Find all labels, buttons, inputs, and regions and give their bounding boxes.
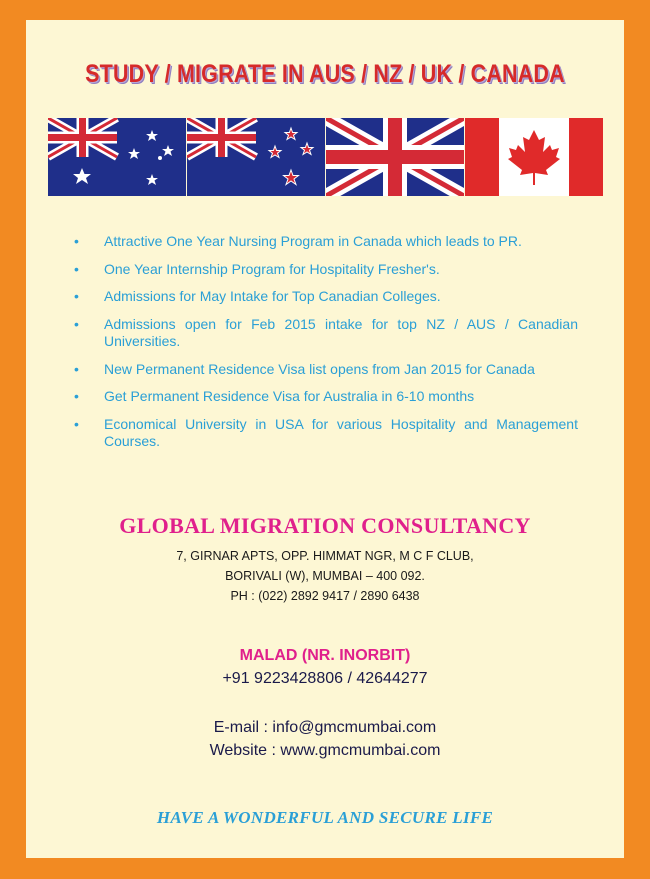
flags-row bbox=[48, 118, 602, 196]
bullet-marker: • bbox=[74, 388, 79, 404]
bullet-marker: • bbox=[74, 233, 79, 249]
branch-phone: +91 9223428806 / 42644277 bbox=[222, 670, 428, 687]
list-item bbox=[74, 288, 578, 306]
canada-flag-icon bbox=[465, 118, 603, 196]
list-item bbox=[74, 361, 578, 379]
bullet-text: Attractive One Year Nursing Program in Canada which leads to PR. bbox=[104, 233, 522, 249]
bullet-text: Get Permanent Residence Visa for Australia in 6-10 months bbox=[104, 388, 475, 404]
email-text[interactable]: E-mail : info@gmcmumbai.com bbox=[213, 719, 437, 736]
bullet-text: Admissions open for Feb 2015 intake for top NZ / AUS / Canadian Universities. bbox=[104, 315, 578, 349]
bullet-marker: • bbox=[74, 315, 79, 332]
bullet-marker: • bbox=[74, 415, 79, 432]
bullet-text: One Year Internship Program for Hospitality Fresher's. bbox=[104, 260, 440, 277]
website-text[interactable]: Website : www.gmcmumbai.com bbox=[209, 742, 441, 759]
bullet-marker: • bbox=[74, 360, 79, 377]
list-item bbox=[74, 233, 578, 251]
address-line-2: BORIVALI (W), MUMBAI – 400 092. bbox=[225, 569, 425, 583]
uk-flag-icon bbox=[326, 118, 464, 196]
bullet-text: New Permanent Residence Visa list opens from Jan 2015 for Canada bbox=[104, 360, 535, 377]
bullet-text: Admissions for May Intake for Top Canadian Colleges. bbox=[104, 288, 441, 304]
office-phone: PH : (022) 2892 9417 / 2890 6438 bbox=[230, 589, 420, 603]
contact-block bbox=[26, 716, 624, 762]
bullet-marker: • bbox=[74, 288, 79, 304]
bullet-marker: • bbox=[74, 260, 79, 277]
list-item bbox=[74, 416, 578, 451]
new-zealand-flag-icon bbox=[187, 118, 325, 196]
list-item bbox=[74, 388, 578, 406]
bullet-list bbox=[74, 233, 578, 461]
address-line-1: 7, GIRNAR APTS, OPP. HIMMAT NGR, M C F CLUB, bbox=[176, 549, 474, 563]
company-name: GLOBAL MIGRATION CONSULTANCY bbox=[119, 513, 531, 538]
headline: STUDY / MIGRATE IN AUS / NZ / UK / CANADA bbox=[85, 60, 565, 88]
australia-flag-icon bbox=[48, 118, 186, 196]
list-item bbox=[74, 316, 578, 351]
branch-name: MALAD (NR. INORBIT) bbox=[239, 647, 411, 664]
tagline: HAVE A WONDERFUL AND SECURE LIFE bbox=[156, 808, 494, 827]
list-item bbox=[74, 261, 578, 279]
company-address bbox=[26, 546, 624, 606]
bullet-text: Economical University in USA for various Hospitality and Management Courses. bbox=[104, 415, 578, 449]
poster-panel bbox=[26, 20, 624, 858]
